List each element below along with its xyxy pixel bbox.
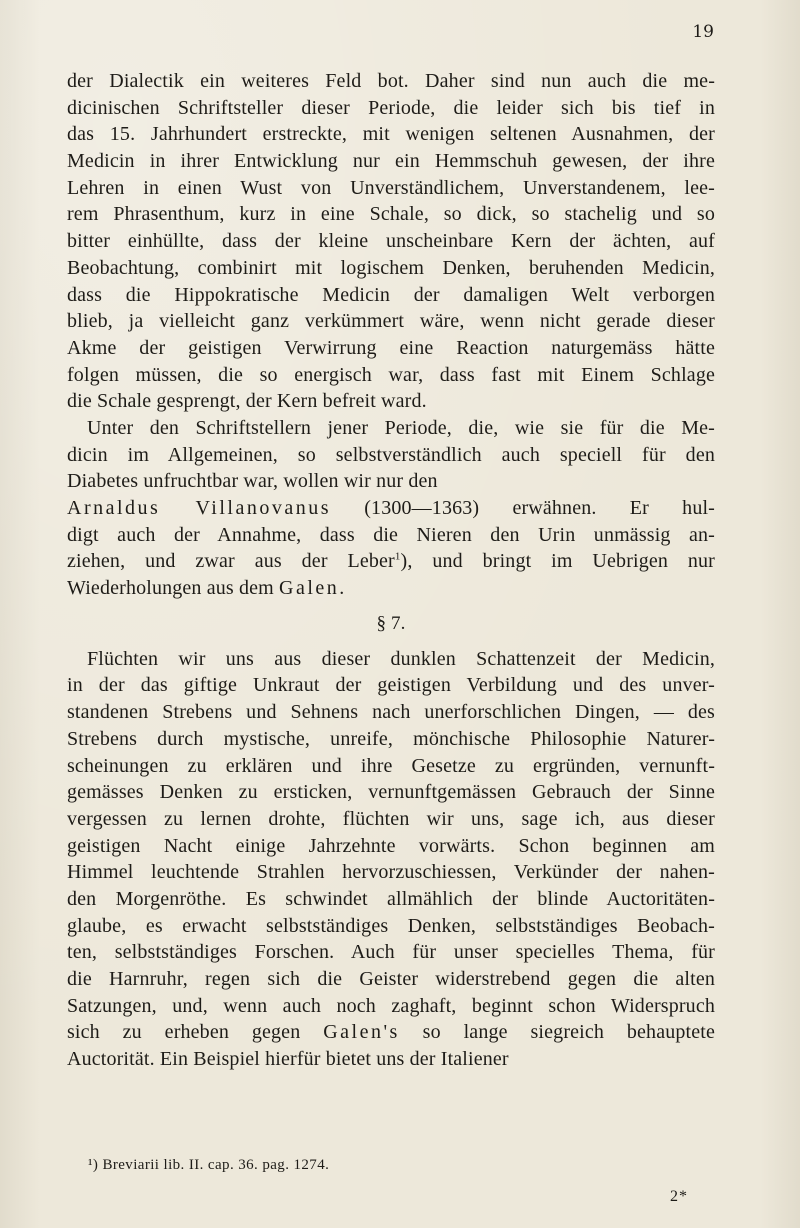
text-line: scheinungen zu erklären und ihre Gesetze zu ergründen, vernunft- [67,754,715,777]
text-line [67,1019,715,1046]
person-name: Arnaldus Villanovanus [67,497,331,519]
text-line: rem Phrasenthum, kurz in eine Schale, so dick, so stachelig und so [67,203,715,226]
text-line: das 15. Jahrhundert erstreckte, mit wenigen seltenen Ausnahmen, der [67,123,715,146]
body-text [67,68,715,1073]
text-line: Akme der geistigen Verwirrung eine Reaction naturgemäss hätte [67,336,715,359]
text-line: blieb, ja vielleicht ganz verkümmert wäre, wenn nicht gerade dieser [67,310,715,333]
text-line: ten, selbstständiges Forschen. Auch für unser specielles Thema, für [67,941,715,964]
text-line: dicinischen Schriftsteller dieser Periode, die leider sich bis tief in [67,96,715,119]
text-line [67,548,715,575]
text-line: Unter den Schriftstellern jener Periode, die, wie sie für die Me- [87,416,715,439]
section-heading: § 7. [376,612,406,634]
text-fragment: ziehen, und zwar aus der Leber [67,550,395,573]
text-line: folgen müssen, die so energisch war, dass fast mit Einem Schlage [67,363,715,386]
printer-signature-mark: 2* [670,1188,688,1205]
text-line: Satzungen, und, wenn auch noch zaghaft, beginnt schon Widerspruch [67,994,715,1017]
page-number: 19 [692,22,714,42]
text-fragment: . [339,577,345,600]
text-line: bitter einhüllte, dass der kleine unscheinbare Kern der ächten, auf [67,230,715,253]
text-line: in der das giftige Unkraut der geistigen Verbildung und des unver- [67,674,715,697]
text-line: vergessen zu lernen drohte, flüchten wir uns, sage ich, aus dieser [67,807,715,830]
text-line: die Schale gesprengt, der Kern befreit ward. [67,390,427,413]
text-line: Diabetes unfruchtbar war, wollen wir nur den [67,470,438,493]
text-line: digt auch der Annahme, dass die Nieren den Urin unmässig an- [67,523,715,546]
person-name: Galen [279,577,340,600]
text-fragment: Wiederholungen aus dem [67,577,280,600]
text-line: Beobachtung, combinirt mit logischem Denken, beruhenden Medicin, [67,256,715,279]
text-line: geistigen Nacht einige Jahrzehnte vorwärts. Schon beginnen am [67,834,715,857]
text-line: Himmel leuchtende Strahlen hervorzuschiessen, Verkünder der nahen- [67,861,715,884]
text-fragment: ), und bringt im Uebrigen nur [400,550,715,573]
text-line: gemässes Denken zu ersticken, vernunftgemässen Gebrauch der Sinne [67,781,715,804]
text-fragment: so lange siegreich behauptete [399,1021,715,1044]
text-line: dicin im Allgemeinen, so selbstverständlich auch speciell für den [67,443,715,466]
text-line: der Dialectik ein weiteres Feld bot. Daher sind nun auch die me- [67,70,715,92]
text-fragment: sich zu erheben gegen [67,1021,324,1044]
text-line: standenen Strebens und Sehnens nach unerforschlichen Dingen, — des [67,701,715,724]
text-line: glaube, es erwacht selbstständiges Denken, selbstständiges Beobach- [67,914,715,937]
text-line [67,575,715,602]
text-fragment: (1300—1363) erwähnen. Er hul- [331,497,715,519]
text-line: Strebens durch mystische, unreife, mönchische Philosophie Naturer- [67,727,715,750]
person-name: Galen's [323,1021,400,1044]
text-line: Medicin in ihrer Entwicklung nur ein Hemmschuh gewesen, der ihre [67,150,715,173]
footnote-reference: 1 [394,550,401,563]
text-line: Flüchten wir uns aus dieser dunklen Schattenzeit der Medicin, [87,647,715,670]
text-line: die Harnruhr, regen sich die Geister widerstrebend gegen die alten [67,968,715,990]
text-line: dass die Hippokratische Medicin der damaligen Welt verborgen [67,283,715,306]
text-line [67,495,715,522]
text-line: den Morgenröthe. Es schwindet allmählich der blinde Auctoritäten- [67,887,715,910]
text-line: Lehren in einen Wust von Unverständlichem, Unverstandenem, lee- [67,176,715,199]
footnote: ¹) Breviarii lib. II. cap. 36. pag. 1274. [88,1157,330,1173]
text-line: Auctorität. Ein Beispiel hierfür bietet uns der Italiener [67,1048,509,1071]
